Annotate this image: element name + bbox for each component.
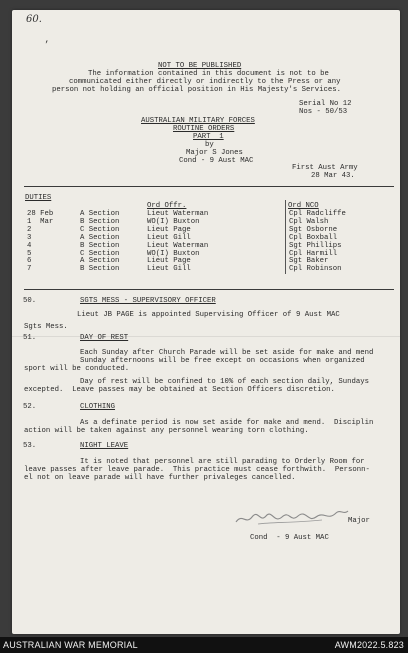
duties-divider xyxy=(285,200,286,274)
order-number: 50. xyxy=(23,297,37,305)
duty-nco: Cpl Harmill xyxy=(289,249,338,258)
footer-accession-number: AWM2022.5.823 xyxy=(334,640,404,650)
notice-line-1: The information contained in this document is not to be xyxy=(88,70,329,78)
page-number: 60. xyxy=(26,14,42,25)
order-text-line: It is noted that personnel are still parading to Orderly Room for xyxy=(80,458,365,466)
duty-date: 2 xyxy=(27,225,32,234)
order-title: SGTS MESS - SUPERVISORY OFFICER xyxy=(80,297,216,305)
duties-col-nco: Ord NCO xyxy=(288,202,319,210)
duty-date: 4 xyxy=(27,241,32,250)
duty-nco: Cpl Boxball xyxy=(289,233,338,242)
duties-heading: DUTIES xyxy=(25,194,52,202)
not-published-heading: NOT TO BE PUBLISHED xyxy=(158,62,242,70)
signature-unit: Cond - 9 Aust MAC xyxy=(250,534,329,542)
archive-footer xyxy=(0,637,408,653)
order-text-line: Sgts Mess. xyxy=(24,323,68,331)
duty-section: B Section xyxy=(80,265,120,274)
duty-nco: Sgt Phillips xyxy=(289,241,342,250)
duties-divider-rule xyxy=(24,289,394,290)
order-text-line: As a definate period is now set aside for make and mend. Disciplin xyxy=(80,419,374,427)
header-divider xyxy=(24,186,394,187)
org-title: AUSTRALIAN MILITARY FORCES xyxy=(141,117,255,125)
order-text-line: Day of rest will be confined to 10% of each section daily, Sundays xyxy=(80,378,370,386)
duty-section: A Section xyxy=(80,257,120,266)
order-text-line: action will be taken against any personnel wearing torn clothing. xyxy=(24,427,309,435)
commanding-officer: Major S Jones xyxy=(186,149,243,157)
duty-nco: Cpl Walsh xyxy=(289,217,329,226)
order-text-line: Lieut JB PAGE is appointed Supervising Officer of 9 Aust MAC xyxy=(77,311,340,319)
duty-date: 5 xyxy=(27,249,32,258)
order-text-line: excepted. Leave passes may be obtained at Section Officers discretion. xyxy=(24,386,335,394)
duty-nco: Sgt Baker xyxy=(289,257,329,266)
orders-title: ROUTINE ORDERS xyxy=(173,125,235,133)
duty-date: 6 xyxy=(27,257,32,266)
duty-section: C Section xyxy=(80,249,120,258)
signature-rank: Major xyxy=(348,517,370,525)
order-number: 51. xyxy=(23,334,37,342)
order-number: 52. xyxy=(23,403,37,411)
by-label: by xyxy=(205,141,214,149)
duty-date: 1 Mar xyxy=(27,217,54,226)
duty-date: 3 xyxy=(27,233,32,242)
duty-section: A Section xyxy=(80,210,120,218)
duty-officer: Lieut Waterman xyxy=(147,210,209,218)
duty-section: C Section xyxy=(80,225,120,234)
order-title: NIGHT LEAVE xyxy=(80,442,129,450)
duty-section: A Section xyxy=(80,233,120,242)
duty-section: B Section xyxy=(80,217,120,226)
notice-line-2: communicated either directly or indirectly to the Press or any xyxy=(69,78,341,86)
fold-crease xyxy=(12,336,400,337)
army-name: First Aust Army xyxy=(292,164,358,172)
duty-officer: Lieut Page xyxy=(147,257,191,266)
serial-number: Serial No 12 xyxy=(299,100,352,108)
duty-date: 7 xyxy=(27,265,32,274)
duty-nco: Cpl Radcliffe xyxy=(289,210,346,218)
unit-name: Cond - 9 Aust MAC xyxy=(179,157,254,165)
order-numbers: Nos - 50/53 xyxy=(299,108,348,116)
order-text-line: sport will be conducted. xyxy=(24,365,130,373)
order-title: DAY OF REST xyxy=(80,334,129,342)
duty-officer: Lieut Gill xyxy=(147,233,191,242)
order-text-line: Sunday afternoons will be free except on occasions when organized xyxy=(80,357,365,365)
duty-officer: WO(I) Buxton xyxy=(147,217,200,226)
duty-officer: WO(I) Buxton xyxy=(147,249,200,258)
notice-line-3: person not holding an official position in His Majesty's Services. xyxy=(52,86,342,94)
duty-nco: Sgt Osborne xyxy=(289,225,338,234)
duty-officer: Lieut Waterman xyxy=(147,241,209,250)
duty-officer: Lieut Page xyxy=(147,225,191,234)
order-text-line: Each Sunday after Church Parade will be set aside for make and mend xyxy=(80,349,374,357)
duty-section: B Section xyxy=(80,241,120,250)
duty-nco: Cpl Robinson xyxy=(289,265,342,274)
duties-col-offr: Ord Offr. xyxy=(147,202,187,210)
order-number: 53. xyxy=(23,442,37,450)
duty-officer: Lieut Gill xyxy=(147,265,191,274)
ink-mark: ’ xyxy=(44,40,50,50)
order-text-line: leave passes after leave parade. This practice must cease forthwith. Personn- xyxy=(24,466,370,474)
order-title: CLOTHING xyxy=(80,403,116,411)
handwritten-signature xyxy=(232,503,354,529)
order-date: 28 Mar 43. xyxy=(311,172,355,180)
part-label: PART 1 xyxy=(193,133,224,141)
footer-institution: AUSTRALIAN WAR MEMORIAL xyxy=(3,640,138,650)
order-text-line: el not on leave parade will have further privaleges cancelled. xyxy=(24,474,296,482)
duty-date: 28 Feb xyxy=(27,210,54,218)
